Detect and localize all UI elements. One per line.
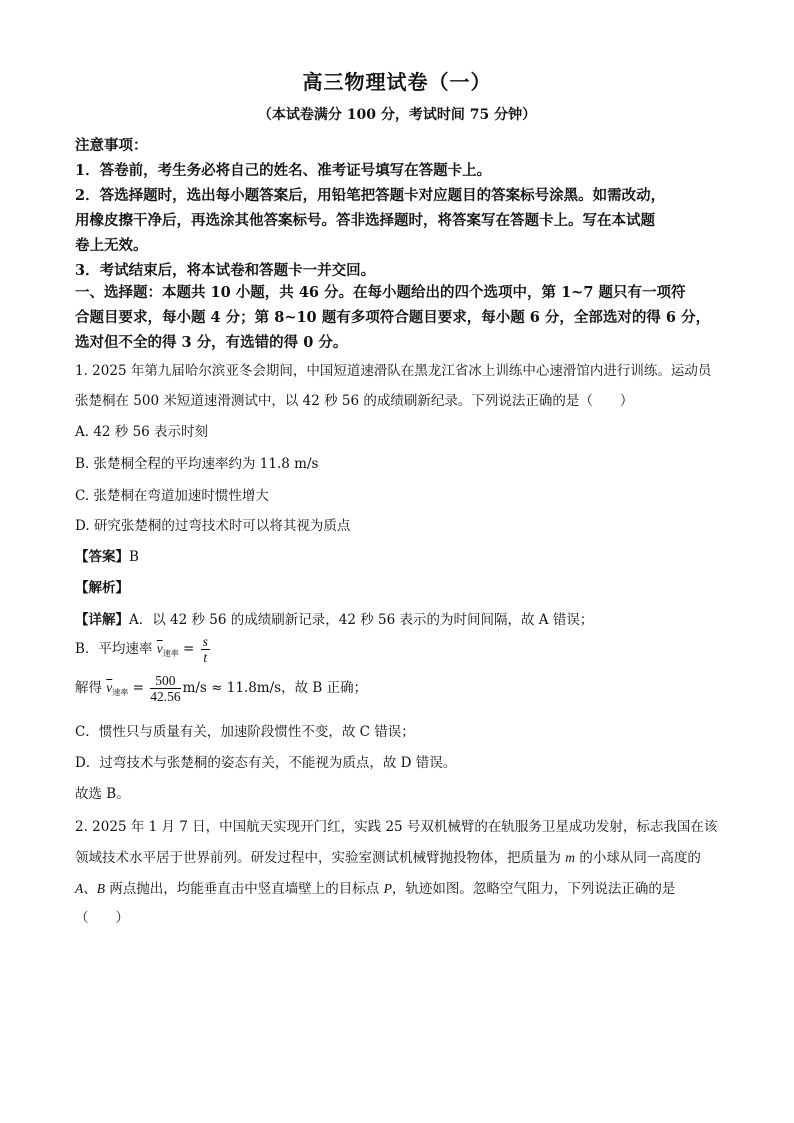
avg-speed-symbol-2: $\overline{v}$ xyxy=(106,680,113,695)
speed-fraction xyxy=(150,673,180,704)
q1-detail-c: C．惯性只与质量有关，加速阶段惯性不变，故 C 错误； xyxy=(75,724,415,740)
q2-line-2 xyxy=(75,846,725,866)
q1-option-a: A. 42 秒 56 表示时刻 xyxy=(75,424,209,440)
q1-detail-d: D．过弯技术与张楚桐的姿态有关，不能视为质点，故 D 错误。 xyxy=(75,755,457,771)
page-title: 高三物理试卷（一） xyxy=(302,70,492,94)
q1-answer xyxy=(75,545,725,565)
q2-line-1: 2. 2025 年 1 月 7 日，中国航天实现开门红，实践 25 号双机械臂的在轨服务卫星成功发射，标志我国在该 xyxy=(75,819,718,835)
detail-b-prefix: B．平均速率 xyxy=(75,641,153,657)
answer-label: 【答案】 xyxy=(75,549,129,565)
time-symbol: t xyxy=(203,650,208,665)
speed-result: m/s ≈ 11.8m/s xyxy=(182,680,282,696)
q1-option-d: D. 研究张楚桐的过弯技术时可以将其视为质点 xyxy=(75,518,351,534)
equals-sign-2: = xyxy=(132,680,144,696)
q1-stem-2: 张楚桐在 500 米短道速滑测试中，以 42 秒 56 的成绩刷新纪录。下列说法正确的是（ ） xyxy=(75,393,634,409)
page-subtitle: （本试卷满分 100 分，考试时间 75 分钟） xyxy=(257,107,537,123)
q2-line-3 xyxy=(75,877,725,897)
solve-prefix: 解得 xyxy=(75,680,102,696)
section-heading-1: 一、选择题：本题共 10 小题，共 46 分。在每小题给出的四个选项中，第 1~7 题只有一项符 xyxy=(75,284,686,301)
q1-solve xyxy=(75,673,725,704)
section-heading-2: 合题目要求，每小题 4 分；第 8~10 题有多项符合题目要求，每小题 6 分，全部选对的得 6 分， xyxy=(75,309,711,326)
detail-a-text: A．以 42 秒 56 的成绩刷新记录，42 秒 56 表示的为时间间隔，故 A 错误； xyxy=(129,612,594,628)
q1-detail-a xyxy=(75,608,725,628)
notice-2: 2．答选择题时，选出每小题答案后，用铅笔把答题卡对应题目的答案标号涂黑。如需改动， xyxy=(75,187,666,204)
avg-speed-subscript-2: 速率 xyxy=(112,688,129,697)
notice-2-end: 卷上无效。 xyxy=(75,237,148,254)
point-separator: 、 xyxy=(83,881,97,897)
solve-suffix: ，故 B 正确； xyxy=(281,680,368,696)
q1-stem-1: 1. 2025 年第九届哈尔滨亚冬会期间，中国短道速滑队在黑龙江省冰上训练中心速滑馆内进行训练。运动员 xyxy=(75,363,712,379)
detail-label: 【详解】 xyxy=(75,612,129,628)
point-a-label: A xyxy=(75,881,84,896)
fraction-numerator: 500 xyxy=(150,673,180,689)
fraction-denominator: 42.56 xyxy=(150,689,181,704)
q2-line-3-text-a: 两点抛出，均能垂直击中竖直墙壁上的目标点 xyxy=(105,881,384,897)
q1-detail-b xyxy=(75,634,725,665)
mass-symbol: m xyxy=(565,850,576,865)
distance-symbol: s xyxy=(202,634,208,649)
equals-sign: = xyxy=(183,641,195,657)
section-heading-3: 选对但不全的得 3 分，有选错的得 0 分。 xyxy=(75,334,348,351)
q2-line-2-text-a: 领域技术水平居于世界前列。研发过程中，实验室测试机械臂抛投物体，把质量为 xyxy=(75,850,566,866)
notice-3: 3．考试结束后，将本试卷和答题卡一并交回。 xyxy=(75,262,376,279)
point-p-label: P xyxy=(383,881,392,896)
analysis-label: 【解析】 xyxy=(75,580,129,596)
q1-option-b: B. 张楚桐全程的平均速率约为 11.8 m/s xyxy=(75,456,319,472)
q1-option-c: C. 张楚桐在弯道加速时惯性增大 xyxy=(75,488,269,504)
q1-analysis-label xyxy=(75,576,725,596)
notice-header: 注意事项： xyxy=(75,137,148,154)
avg-speed-subscript: 速率 xyxy=(162,649,179,658)
avg-speed-symbol: $\overline{v}$ xyxy=(156,641,163,656)
point-b-label: B xyxy=(96,881,105,896)
q2-line-2-text-b: 的小球从同一高度的 xyxy=(575,850,701,866)
q1-conclusion: 故选 B。 xyxy=(75,786,130,802)
notice-1: 1．答卷前，考生务必将自己的姓名、准考证号填写在答题卡上。 xyxy=(75,162,492,179)
q2-line-4: （ ） xyxy=(75,910,129,926)
q2-line-3-text-b: ，轨迹如图。忽略空气阻力，下列说法正确的是 xyxy=(391,881,676,897)
s-over-t-fraction xyxy=(201,634,210,665)
answer-value: B xyxy=(129,549,139,565)
notice-2-cont: 用橡皮擦干净后，再选涂其他答案标号。答非选择题时，将答案写在答题卡上。写在本试题 xyxy=(75,212,655,229)
